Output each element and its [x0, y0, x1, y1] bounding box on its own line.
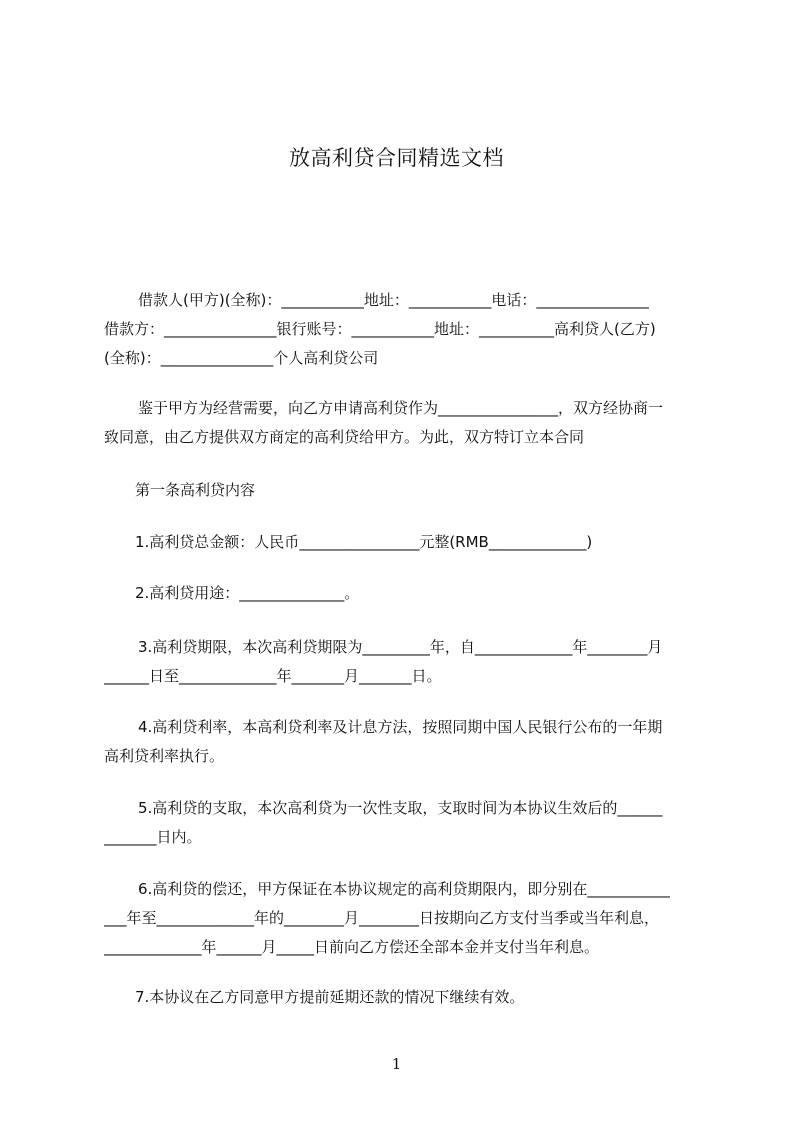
clause-6: [104, 875, 704, 962]
preamble-paragraph: [104, 394, 704, 452]
clause-4: [104, 713, 704, 771]
clause-5: [104, 794, 704, 852]
clause-5-line-1: 5.高利贷的支取，本次高利贷为一次性支取，支取时间为本协议生效后的______: [138, 799, 663, 817]
parties-line-3: (全称)：_______________个人高利贷公司: [104, 349, 379, 367]
clause-7-text: 7.本协议在乙方同意甲方提前延期还款的情况下继续有效。: [135, 988, 525, 1006]
clause-4-line-2: 高利贷利率执行。: [104, 747, 225, 765]
parties-line-1: 借款人(甲方)(全称)：___________地址：___________电话：_______________: [138, 291, 649, 309]
article-1-heading: [104, 476, 704, 505]
clause-1: [104, 528, 704, 557]
clause-6-line-2: ___年至_____________年的________月________日按期向乙方支付当季或当年利息，: [104, 909, 660, 927]
preamble-line-1: 鉴于甲方为经营需要，向乙方申请高利贷作为________________，双方经协商一: [138, 399, 664, 417]
clause-7: [104, 983, 704, 1012]
clause-6-line-1: 6.高利贷的偿还，甲方保证在本协议规定的高利贷期限内，即分别在___________: [138, 880, 670, 898]
clause-5-line-2: _______日内。: [104, 828, 202, 846]
page-number: 1: [391, 1055, 402, 1073]
clause-3-line-2: ______日至_____________年_______月_______日。: [104, 667, 442, 685]
parties-line-2: 借款方：_______________银行账号：___________地址：__________高利贷人(乙方): [104, 320, 656, 338]
clause-3-line-1: 3.高利贷期限，本次高利贷期限为_________年，自_____________年________月: [138, 638, 663, 656]
article-1-heading-text: 第一条高利贷内容: [135, 481, 256, 499]
clause-4-line-1: 4.高利贷利率，本高利贷利率及计息方法，按照同期中国人民银行公布的一年期: [138, 718, 663, 736]
clause-3: [104, 633, 704, 691]
document-title: 放高利贷合同精选文档: [289, 146, 504, 170]
clause-1-text: 1.高利贷总金额：人民币________________元整(RMB_____________): [135, 533, 593, 551]
parties-paragraph: [104, 286, 704, 373]
preamble-line-2: 致同意，由乙方提供双方商定的高利贷给甲方。为此，双方特订立本合同: [104, 428, 585, 446]
clause-6-line-3: _____________年______月_____日前向乙方偿还全部本金并支付当年利息。: [104, 938, 600, 956]
clause-2: [104, 579, 704, 608]
clause-2-text: 2.高利贷用途：______________。: [135, 584, 360, 602]
